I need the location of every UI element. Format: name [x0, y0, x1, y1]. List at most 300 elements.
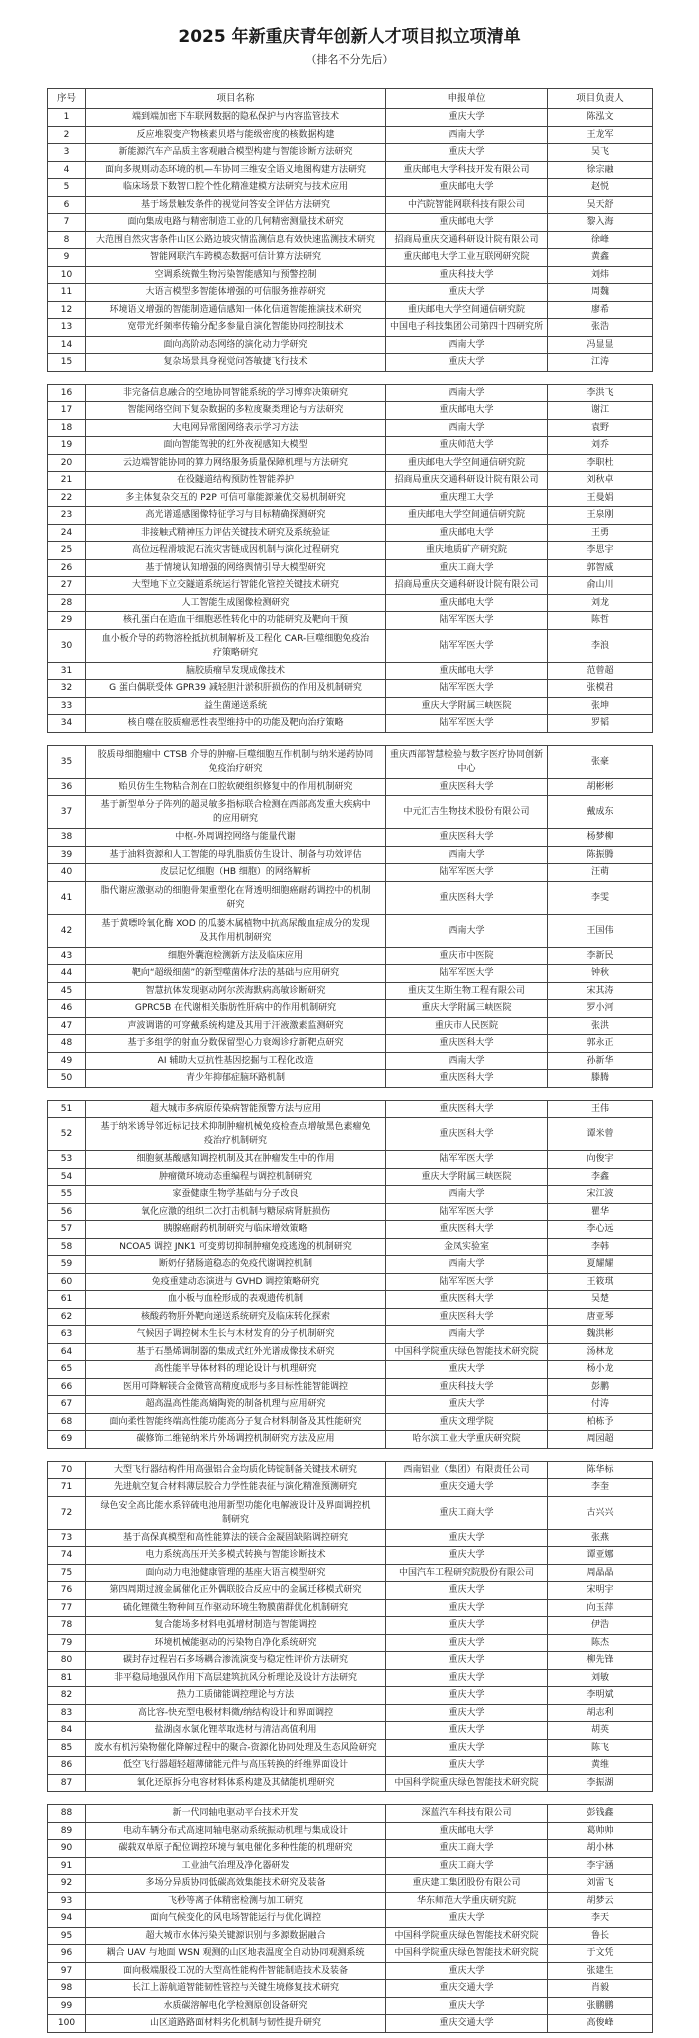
project-leader-cell — [548, 698, 653, 715]
row-number: 41 — [60, 892, 73, 903]
project-leader: 柳先锋 — [586, 1655, 614, 1666]
row-number: 32 — [60, 683, 73, 694]
project-name-cell — [86, 1326, 386, 1343]
row-number-cell — [48, 595, 86, 612]
project-name-cell — [86, 1309, 386, 1326]
row-number-cell — [48, 1169, 86, 1186]
project-name-cell — [86, 1018, 386, 1035]
project-leader: 徐峰 — [590, 234, 609, 245]
project-name: 基于黄嘌呤氧化酶 XOD 的瓜蒌木属植物中抗高尿酸血症成分的发现及其作用机制研究 — [101, 918, 370, 943]
row-number-cell — [48, 302, 86, 319]
applicant-unit: 陆军军医大学 — [439, 867, 494, 878]
row-number-cell — [48, 319, 86, 336]
applicant-unit-cell — [386, 1582, 548, 1599]
applicant-unit-cell — [386, 829, 548, 846]
row-number: 86 — [60, 1760, 73, 1771]
project-leader-cell — [548, 1600, 653, 1617]
applicant-unit: 中元汇吉生物技术股份有限公司 — [403, 807, 530, 817]
project-name-cell — [86, 1547, 386, 1564]
project-leader-cell — [548, 1893, 653, 1910]
table-row — [48, 1530, 653, 1548]
table-row — [48, 1018, 653, 1036]
row-number: 4 — [63, 164, 70, 175]
applicant-unit: 西南大学 — [448, 339, 485, 350]
table-section — [47, 745, 653, 1088]
project-leader-cell — [548, 1875, 653, 1892]
applicant-unit-cell — [386, 1757, 548, 1774]
project-leader: 李职杜 — [586, 457, 614, 468]
project-name: 面向极端服役工况的大型高性能构件智能制造技术及装备 — [122, 1965, 348, 1976]
applicant-unit: 重庆大学 — [448, 1364, 485, 1375]
project-leader-cell — [548, 1805, 653, 1822]
project-name: 断奶仔猪肠道稳态的免疫代谢调控机制 — [158, 1259, 312, 1270]
applicant-unit-cell — [386, 455, 548, 472]
project-name-cell — [86, 1565, 386, 1582]
project-name-cell — [86, 525, 386, 542]
applicant-unit-cell — [386, 1169, 548, 1186]
applicant-unit-cell — [386, 595, 548, 612]
applicant-unit-cell — [386, 507, 548, 524]
project-name-cell — [86, 1530, 386, 1547]
row-number-cell — [48, 829, 86, 846]
project-name: 电动车辆分布式高速同轴电驱动系统振动机理与集成设计 — [122, 1825, 348, 1836]
applicant-unit-cell — [386, 144, 548, 161]
applicant-unit-cell — [386, 1980, 548, 1997]
project-leader-cell — [548, 1479, 653, 1496]
project-leader: 俞山川 — [586, 580, 614, 591]
project-name-cell — [86, 1274, 386, 1291]
row-number: 96 — [60, 1948, 73, 1959]
row-number: 52 — [60, 1129, 73, 1139]
applicant-unit: 重庆工商大学 — [439, 1860, 494, 1871]
row-number-cell — [48, 1530, 86, 1547]
applicant-unit-cell — [386, 560, 548, 577]
project-name: 肿瘤微环境动态重编程与调控机制研究 — [158, 1171, 312, 1182]
project-leader-cell — [548, 490, 653, 507]
project-leader-cell — [548, 1998, 653, 2015]
table-section — [47, 1461, 653, 1793]
project-leader-cell — [548, 302, 653, 319]
table-section — [47, 1100, 653, 1449]
applicant-unit-cell — [386, 1998, 548, 2015]
project-name: 空调系统微生物污染智能感知与预警控制 — [154, 269, 317, 280]
project-leader-cell — [548, 337, 653, 354]
row-number-cell — [48, 1000, 86, 1017]
table-row — [48, 1565, 653, 1583]
project-name: 水质碳溶解电化学检测原创设备研究 — [163, 2000, 308, 2011]
project-name: 多主体复杂交互的 P2P 可信可靠能源兼优交易机制研究 — [125, 492, 346, 503]
project-name: 面向气候变化的风电场智能运行与优化调控 — [149, 1913, 321, 1924]
project-leader-cell — [548, 402, 653, 419]
row-number-cell — [48, 1635, 86, 1652]
project-leader-cell — [548, 1070, 653, 1087]
applicant-unit-cell — [386, 1035, 548, 1052]
project-leader-cell — [548, 1361, 653, 1378]
project-name-cell — [86, 1361, 386, 1378]
project-leader-cell — [548, 1530, 653, 1547]
applicant-unit-cell — [386, 542, 548, 559]
table-row — [48, 698, 653, 716]
project-name: 细胞外囊泡检测新方法及临床应用 — [167, 950, 303, 961]
applicant-unit-cell — [386, 1204, 548, 1221]
applicant-unit: 重庆文理学院 — [439, 1416, 494, 1427]
applicant-unit-cell — [386, 612, 548, 629]
project-leader-cell — [548, 179, 653, 196]
project-name-cell — [86, 1379, 386, 1396]
project-name-cell — [86, 1053, 386, 1070]
applicant-unit: 重庆医科大学 — [439, 781, 494, 792]
project-leader: 刘龙 — [590, 597, 609, 608]
applicant-unit: 重庆医科大学 — [439, 1294, 494, 1305]
row-number-cell — [48, 1479, 86, 1496]
row-number-cell — [48, 354, 86, 371]
project-name-cell — [86, 882, 386, 914]
applicant-unit-cell — [386, 1928, 548, 1945]
applicant-unit: 重庆医科大学 — [439, 892, 494, 903]
project-leader: 刘秋卓 — [586, 475, 614, 486]
project-leader-cell — [548, 1274, 653, 1291]
applicant-unit: 中国科学院重庆绿色智能技术研究院 — [394, 1930, 539, 1941]
row-number: 26 — [60, 562, 73, 573]
applicant-unit-cell — [386, 680, 548, 697]
project-leader: 张建生 — [586, 1965, 614, 1976]
project-name: 高位远程滑坡泥石流灾害链成因机制与演化过程研究 — [131, 545, 339, 556]
applicant-unit-cell — [386, 577, 548, 594]
row-number-cell — [48, 577, 86, 594]
row-number: 53 — [60, 1154, 73, 1165]
project-name-cell — [86, 1998, 386, 2015]
project-name-cell — [86, 1652, 386, 1669]
row-number: 55 — [60, 1189, 73, 1200]
project-leader: 黄维 — [590, 1760, 609, 1771]
project-name-cell — [86, 948, 386, 965]
row-number: 83 — [60, 1707, 73, 1718]
project-leader: 李心远 — [586, 1224, 614, 1235]
applicant-unit: 重庆大学附属三峡医院 — [421, 1171, 512, 1182]
project-name: 新一代同轴电驱动平台技术开发 — [172, 1808, 299, 1819]
project-name: 碳载双单原子配位调控环境与氧电催化多种性能的机理研究 — [118, 1843, 353, 1854]
table-row — [48, 1910, 653, 1928]
project-name-cell — [86, 595, 386, 612]
row-number: 59 — [60, 1259, 73, 1270]
project-leader: 胡小林 — [586, 1843, 614, 1854]
project-leader: 肖毅 — [590, 1983, 609, 1994]
applicant-unit: 重庆科技大学 — [439, 1381, 494, 1392]
applicant-unit: 重庆交通大学 — [439, 1482, 494, 1493]
project-leader-cell — [548, 779, 653, 796]
project-leader-cell — [548, 1858, 653, 1875]
project-name-cell — [86, 698, 386, 715]
project-leader-cell — [548, 197, 653, 214]
row-number-cell — [48, 1722, 86, 1739]
row-number: 44 — [60, 968, 73, 979]
table-row — [48, 197, 653, 215]
project-name-cell — [86, 1805, 386, 1822]
row-number: 24 — [60, 527, 73, 538]
project-name-cell — [86, 420, 386, 437]
row-number-cell — [48, 1396, 86, 1413]
row-number: 77 — [60, 1602, 73, 1613]
applicant-unit-cell — [386, 127, 548, 144]
project-leader: 张坤 — [590, 700, 609, 711]
project-name-cell — [86, 1221, 386, 1238]
table-row — [48, 965, 653, 983]
project-name-cell — [86, 1101, 386, 1118]
row-number: 34 — [60, 718, 73, 729]
project-name: 反应堆裂变产物核素贝塔与能级密度的核数据构建 — [136, 129, 335, 140]
project-name: 高性能半导体材料的理论设计与机理研究 — [154, 1364, 317, 1375]
applicant-unit-cell — [386, 1018, 548, 1035]
applicant-unit-cell — [386, 1186, 548, 1203]
project-name: 超大城市多病原传染病智能预警方法与应用 — [149, 1103, 321, 1114]
project-leader-cell — [548, 144, 653, 161]
project-name-cell — [86, 1204, 386, 1221]
project-leader: 江涛 — [590, 357, 609, 368]
applicant-unit-cell — [386, 1497, 548, 1529]
applicant-unit: 中国电子科技集团公司第四十四研究所 — [389, 322, 543, 333]
project-name-cell — [86, 1582, 386, 1599]
applicant-unit-cell — [386, 1118, 548, 1150]
table-row — [48, 420, 653, 438]
project-leader: 王曼娟 — [586, 492, 614, 503]
table-row — [48, 472, 653, 490]
row-number-cell — [48, 1221, 86, 1238]
applicant-unit: 重庆大学 — [448, 147, 485, 158]
project-leader: 张豪 — [590, 756, 609, 767]
project-leader-cell — [548, 1652, 653, 1669]
project-leader-cell — [548, 1497, 653, 1529]
project-leader-cell — [548, 249, 653, 266]
applicant-unit: 重庆大学附属三峡医院 — [421, 700, 512, 711]
project-leader: 李天 — [590, 1913, 609, 1924]
row-number: 43 — [60, 950, 73, 961]
applicant-unit-cell — [386, 437, 548, 454]
row-number: 42 — [60, 925, 73, 936]
project-name: 基于油料资源和人工智能的母乳脂质仿生设计、制备与功效评估 — [109, 849, 362, 860]
project-leader-cell — [548, 1963, 653, 1980]
applicant-unit-cell — [386, 1344, 548, 1361]
project-name: 声波调谐的可穿戴系统构建及其用于汗液激素监测研究 — [127, 1020, 344, 1031]
project-leader-cell — [548, 663, 653, 680]
row-number-cell — [48, 420, 86, 437]
row-number: 15 — [60, 357, 73, 368]
row-number-cell — [48, 507, 86, 524]
applicant-unit-cell — [386, 1256, 548, 1273]
table-row — [48, 779, 653, 797]
project-name-cell — [86, 507, 386, 524]
project-leader: 陈哲 — [590, 615, 609, 626]
applicant-unit-cell — [386, 1775, 548, 1792]
row-number-cell — [48, 1497, 86, 1529]
row-number-cell — [48, 1326, 86, 1343]
project-leader-cell — [548, 455, 653, 472]
row-number: 75 — [60, 1567, 73, 1578]
row-number-cell — [48, 1705, 86, 1722]
project-leader: 葛帅帅 — [586, 1825, 614, 1836]
project-name: 益生菌递送系统 — [203, 700, 267, 711]
row-number-cell — [48, 965, 86, 982]
row-number: 82 — [60, 1690, 73, 1701]
applicant-unit-cell — [386, 385, 548, 402]
project-leader-cell — [548, 630, 653, 662]
applicant-unit-cell — [386, 1875, 548, 1892]
project-name-cell — [86, 437, 386, 454]
applicant-unit: 重庆邮电大学 — [439, 217, 494, 228]
project-name-cell — [86, 1000, 386, 1017]
project-name: 大型飞行器结构件用高强铝合金均质化铸锭制备关键技术研究 — [113, 1464, 357, 1475]
row-number-cell — [48, 1980, 86, 1997]
applicant-unit-cell — [386, 1101, 548, 1118]
project-leader: 孙新华 — [586, 1055, 614, 1066]
applicant-unit-cell — [386, 197, 548, 214]
row-number-cell — [48, 1462, 86, 1479]
project-leader-cell — [548, 1635, 653, 1652]
project-name: 多场分异质协同低碳高效集能技术研究及装备 — [145, 1878, 326, 1889]
row-number-cell — [48, 1652, 86, 1669]
project-leader: 李韩 — [590, 1241, 609, 1252]
applicant-unit-cell — [386, 779, 548, 796]
row-number: 84 — [60, 1725, 73, 1736]
project-leader-cell — [548, 1204, 653, 1221]
applicant-unit-cell — [386, 179, 548, 196]
applicant-unit-cell — [386, 1274, 548, 1291]
applicant-unit-cell — [386, 214, 548, 231]
project-name-cell — [86, 577, 386, 594]
project-leader: 宋江波 — [586, 1189, 614, 1200]
row-number-cell — [48, 796, 86, 828]
row-number: 66 — [60, 1381, 73, 1392]
project-name-cell — [86, 179, 386, 196]
row-number: 48 — [60, 1038, 73, 1049]
applicant-unit: 重庆邮电大学科技开发有限公司 — [403, 164, 530, 175]
project-name: 脑胶质瘤早发现成像技术 — [185, 665, 285, 676]
table-row — [48, 162, 653, 180]
project-name-cell — [86, 1980, 386, 1997]
project-name: 绿色安全高比能水系锌硫电池用新型功能化电解液设计及界面调控机制研究 — [100, 1500, 371, 1525]
project-leader: 彭钱鑫 — [586, 1808, 614, 1819]
table-row — [48, 630, 653, 663]
project-leader-cell — [548, 1823, 653, 1840]
row-number-cell — [48, 1740, 86, 1757]
applicant-unit-cell — [386, 1858, 548, 1875]
project-leader-cell — [548, 1617, 653, 1634]
project-name-cell — [86, 1239, 386, 1256]
project-name: 基于多组学的射血分数保留型心力衰竭诊疗新靶点研究 — [127, 1038, 344, 1049]
row-number-cell — [48, 1035, 86, 1052]
row-number-cell — [48, 948, 86, 965]
applicant-unit-cell — [386, 1740, 548, 1757]
row-number-cell — [48, 1431, 86, 1448]
project-name: 医用可降解镁合金微管高精度成形与多目标性能智能调控 — [122, 1381, 348, 1392]
row-number: 62 — [60, 1311, 73, 1322]
table-row — [48, 1980, 653, 1998]
row-number: 45 — [60, 985, 73, 996]
row-number-cell — [48, 1547, 86, 1564]
project-name-cell — [86, 847, 386, 864]
applicant-unit-cell — [386, 1239, 548, 1256]
applicant-unit: 重庆大学附属三峡医院 — [421, 1003, 512, 1014]
project-leader-cell — [548, 1151, 653, 1168]
applicant-unit: 重庆医科大学 — [439, 1129, 494, 1139]
row-number-cell — [48, 1379, 86, 1396]
applicant-unit-cell — [386, 1309, 548, 1326]
row-number-cell — [48, 1361, 86, 1378]
applicant-unit: 西南大学 — [448, 422, 485, 433]
applicant-unit-cell — [386, 249, 548, 266]
table-row — [48, 663, 653, 681]
row-number-cell — [48, 680, 86, 697]
row-number-cell — [48, 560, 86, 577]
project-leader-cell — [548, 2015, 653, 2032]
applicant-unit-cell — [386, 2015, 548, 2032]
project-name: 在役隧道结构预防性智能养护 — [176, 475, 294, 486]
project-leader: 王勇 — [590, 527, 609, 538]
project-leader: 李宇涵 — [586, 1860, 614, 1871]
project-leader: 杨小龙 — [586, 1364, 614, 1375]
project-name-cell — [86, 1186, 386, 1203]
project-name: 中枢-外周调控网络与能量代谢 — [175, 832, 296, 843]
applicant-unit: 中汽院智能网联科技有限公司 — [407, 199, 525, 210]
project-name: 核酸药物肝外靶向递送系统研究及临床转化探索 — [140, 1311, 330, 1322]
row-number-cell — [48, 1565, 86, 1582]
project-name-cell — [86, 1775, 386, 1792]
row-number-cell — [48, 847, 86, 864]
project-name: 环境语义增强的智能制造通信感知一体化信道智能推演技术研究 — [109, 304, 362, 315]
row-number: 54 — [60, 1171, 73, 1182]
applicant-unit: 重庆大学 — [448, 112, 485, 123]
applicant-unit: 重庆邮电大学 — [439, 665, 494, 676]
project-leader: 杨梦柳 — [586, 832, 614, 843]
project-leader: 彭鹏 — [590, 1381, 609, 1392]
row-number: 49 — [60, 1055, 73, 1066]
project-name-cell — [86, 284, 386, 301]
project-leader: 陈泓文 — [586, 112, 614, 123]
table-row — [48, 1151, 653, 1169]
applicant-unit-cell — [386, 1291, 548, 1308]
table-row — [48, 1239, 653, 1257]
applicant-unit: 重庆大学 — [448, 1707, 485, 1718]
row-number-cell — [48, 746, 86, 778]
project-name-cell — [86, 1414, 386, 1431]
project-leader-cell — [548, 948, 653, 965]
row-number-cell — [48, 472, 86, 489]
project-leader: 周魏 — [590, 287, 609, 298]
row-number: 58 — [60, 1241, 73, 1252]
table-row — [48, 302, 653, 320]
row-number: 47 — [60, 1020, 73, 1031]
project-leader-cell — [548, 1705, 653, 1722]
project-leader-cell — [548, 1687, 653, 1704]
project-leader-cell — [548, 214, 653, 231]
project-name: 高光谱遥感图像特征学习与目标精确探测研究 — [145, 510, 326, 521]
project-leader-cell — [548, 525, 653, 542]
project-leader-cell — [548, 232, 653, 249]
row-number-cell — [48, 1998, 86, 2015]
row-number: 91 — [60, 1860, 73, 1871]
applicant-unit-cell — [386, 1963, 548, 1980]
project-name: 氧化还原拆分电容材料体系构建及其储能机理研究 — [136, 1777, 335, 1788]
table-row — [48, 1118, 653, 1151]
table-row — [48, 915, 653, 948]
applicant-unit: 西南大学 — [448, 1055, 485, 1066]
row-number: 63 — [60, 1329, 73, 1340]
project-leader-cell — [548, 1757, 653, 1774]
project-name-cell — [86, 385, 386, 402]
project-leader: 高俊峰 — [586, 2018, 614, 2029]
applicant-unit: 华东师范大学重庆研究院 — [416, 1895, 516, 1906]
table-row — [48, 1858, 653, 1876]
table-row — [48, 1893, 653, 1911]
